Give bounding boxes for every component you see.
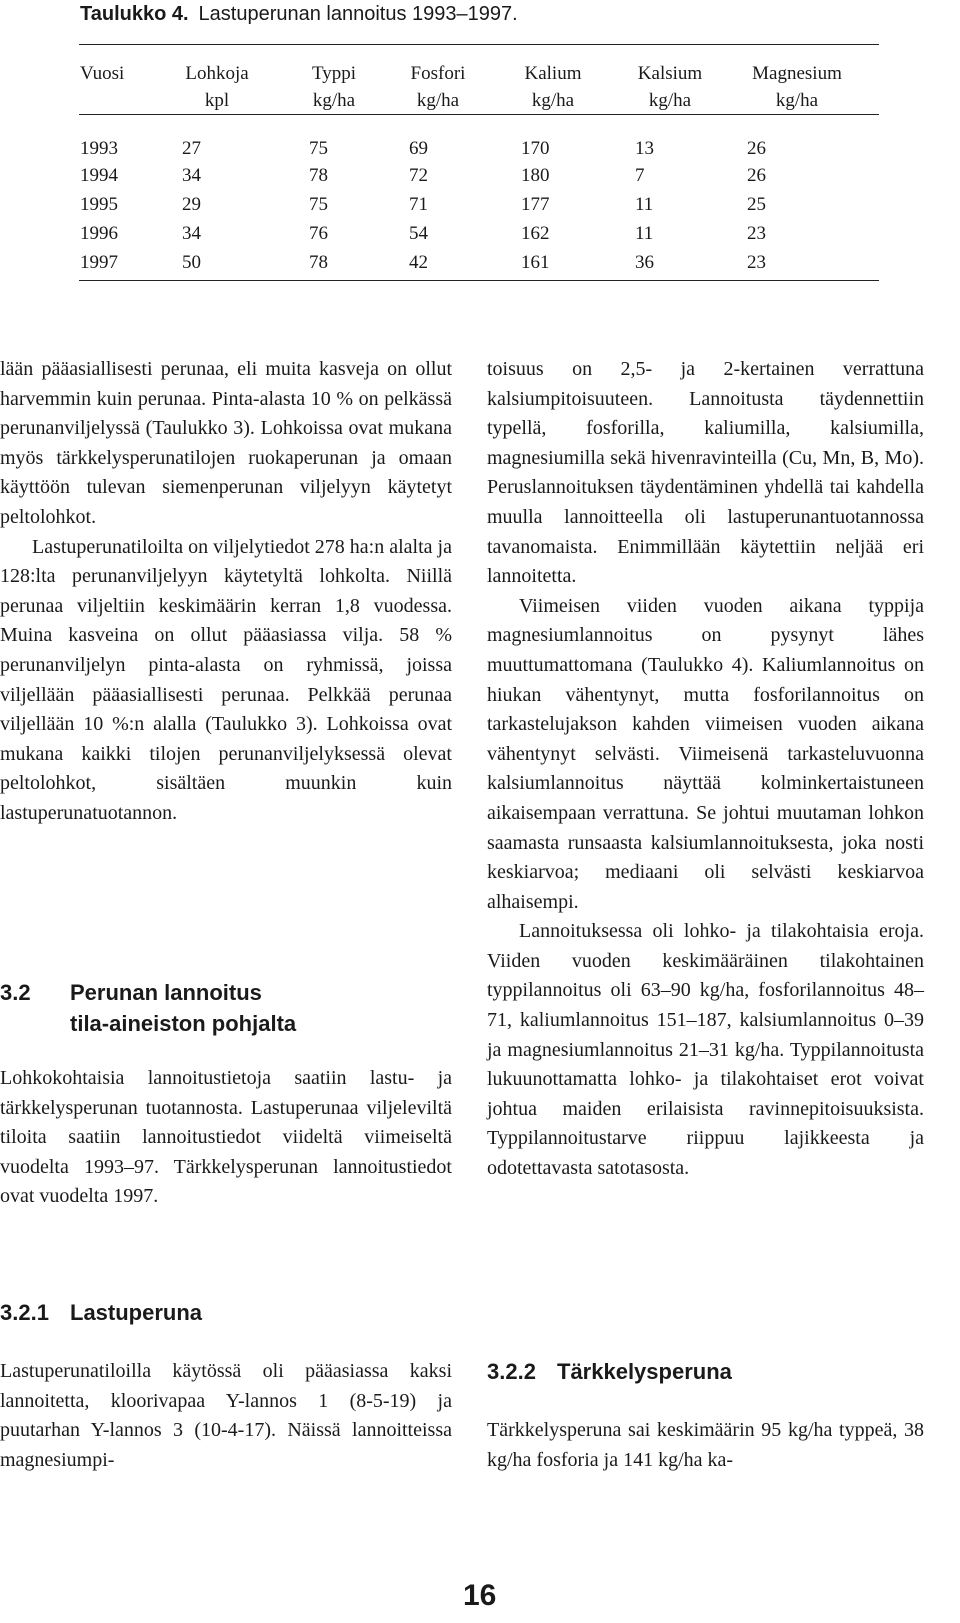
table-cell: 50 <box>182 252 201 273</box>
table-cell: 180 <box>521 165 550 186</box>
table-cell: 34 <box>182 165 201 186</box>
body-paragraph: Lastuperunatiloilta on viljelytiedot 278 ha:n alalta ja 128:lta perunanviljelyyn käytetyltä lohkolta. Niillä perunaa viljeltiin keskimäärin kerran 1,8 vuodessa. Muina kasveina on ollut pääasiassa vilja. 58 % perunanviljelyn pinta-alasta on ryhmissä, joissa viljellään pääasiallisesti perunaa. Pelkkää perunaa viljellään 10 %:n alalla (Taulukko 3). Lohkoissa ovat mukana kaikki tilojen perunanviljelyksessä olevat peltolohkot, sisältäen muunkin kuin lastuperunatuotannon. <box>0 535 452 824</box>
section-heading-3-2-1 <box>0 1297 202 1328</box>
section-title: Lastuperuna <box>70 1300 203 1325</box>
table-cell: 23 <box>747 252 766 273</box>
left-column-section-3-2-1 <box>0 1357 452 1475</box>
table-header-vuosi: Vuosi <box>80 63 125 84</box>
table-cell: 26 <box>747 165 766 186</box>
fertilization-table <box>0 0 960 290</box>
table-cell: 11 <box>635 194 654 215</box>
section-heading-3-2 <box>0 977 296 1039</box>
section-number: 3.2 <box>0 980 31 1005</box>
table-header-typpi: Typpi <box>311 63 357 84</box>
table-header-lohkoja: Lohkoja <box>185 63 249 84</box>
table-cell: 69 <box>409 138 428 159</box>
table-cell: 1993 <box>80 138 118 159</box>
table-cell: 71 <box>409 194 428 215</box>
table-cell: 1997 <box>80 252 118 273</box>
section-title: Tärkkelysperuna <box>557 1359 732 1384</box>
table-header-unit: kg/ha <box>775 90 819 111</box>
body-paragraph: toisuus on 2,5- ja 2-kertainen verrattuna kalsiumpitoisuuteen. Lannoitusta täydennettiin typellä, fosforilla, kaliumilla, kalsiumilla, magnesiumilla sekä hivenravinteilla (Cu, Mn, B, Mo). Peruslannoituksen täydentäminen yhdellä tai kahdella muulla lannoitteella oli lastuperunantuotannossa tavanomaista. Enimmillään käytettiin neljää eri lannoitetta. <box>487 358 924 588</box>
table-cell: 42 <box>409 252 428 273</box>
section-title-line2: tila-aineiston pohjalta <box>70 1011 297 1036</box>
body-paragraph: Lohkokohtaisia lannoitustietoja saatiin lastu- ja tärkkelysperunan tuotannosta. Lastuperunaa viljeleviltä tiloita saatiin lannoitustiedot viideltä viimeiseltä vuodelta 1993–97. Tärkkelysperunan lannoitustiedot ovat vuodelta 1997. <box>0 1067 452 1208</box>
table-header-kalium: Kalium <box>524 63 582 84</box>
table-cell: 29 <box>182 194 201 215</box>
table-cell: 1996 <box>80 223 118 244</box>
table-cell: 26 <box>747 138 766 159</box>
section-number: 3.2.2 <box>487 1359 536 1384</box>
table-cell: 25 <box>747 194 766 215</box>
table-cell: 75 <box>309 138 328 159</box>
table-cell: 27 <box>182 138 201 159</box>
table-header-unit: kg/ha <box>416 90 460 111</box>
section-title: Perunan lannoitus <box>70 980 262 1005</box>
table-cell: 72 <box>409 165 428 186</box>
table-cell: 78 <box>309 165 328 186</box>
right-column-section-3-2-2 <box>487 1416 924 1475</box>
table-cell: 36 <box>635 252 654 273</box>
table-cell: 161 <box>521 252 550 273</box>
section-heading-3-2-2 <box>487 1356 732 1387</box>
table-header-kalsium: Kalsium <box>637 63 703 84</box>
table-cell: 34 <box>182 223 201 244</box>
table-cell: 78 <box>309 252 328 273</box>
table-cell: 1994 <box>80 165 118 186</box>
table-cell: 7 <box>635 165 645 186</box>
table-caption-label: Taulukko 4. <box>80 3 189 25</box>
body-paragraph: Lannoituksessa oli lohko- ja tilakohtaisia eroja. Viiden vuoden keskimääräinen tilakohtainen typpilannoitus oli 63–90 kg/ha, fosforilannoitus 48–71, kaliumlannoitus 151–187, kalsiumlannoitus 0–39 ja magnesiumlannoitus 21–31 kg/ha. Typpilannoitusta lukuunottamatta lohko- ja tilakohtaiset erot voivat johtua maiden erilaisista ravinnepitoisuuksista. Typpilannoitustarve riippuu lajikkeesta ja odotettavasta satotasosta. <box>487 920 924 1180</box>
table-header-unit: kg/ha <box>312 90 356 111</box>
table-header-magnesium: Magnesium <box>752 63 842 84</box>
table-cell: 13 <box>635 138 654 159</box>
table-cell: 54 <box>409 223 428 244</box>
body-paragraph: Tärkkelysperuna sai keskimäärin 95 kg/ha typpeä, 38 kg/ha fosforia ja 141 kg/ha ka- <box>487 1419 924 1471</box>
table-cell: 170 <box>521 138 550 159</box>
body-paragraph: lään pääasiallisesti perunaa, eli muita kasveja on ollut harvemmin kuin perunaa. Pinta-alasta 10 % on pelkässä perunanviljelyssä (Taulukko 3). Lohkoissa ovat mukana myös tärkkelysperunatilojen ruokaperunan ja omaan käyttöön tulevan siemenperunan viljelyyn käytetyt peltolohkot. <box>0 358 452 528</box>
table-header-unit: kpl <box>204 90 230 111</box>
left-column <box>0 355 452 829</box>
page-number: 16 <box>463 1579 497 1612</box>
table-header-fosfori: Fosfori <box>410 63 466 84</box>
table-cell: 76 <box>309 223 328 244</box>
table-cell: 11 <box>635 223 654 244</box>
table-cell: 23 <box>747 223 766 244</box>
table-caption-text: Lastuperunan lannoitus 1993–1997. <box>198 3 518 25</box>
left-column-section-3-2 <box>0 1064 452 1212</box>
table-cell: 177 <box>521 194 550 215</box>
table-header-unit: kg/ha <box>531 90 575 111</box>
section-number: 3.2.1 <box>0 1300 49 1325</box>
right-column <box>487 355 924 1184</box>
table-cell: 162 <box>521 223 550 244</box>
table-header-unit: kg/ha <box>648 90 692 111</box>
body-paragraph: Lastuperunatiloilla käytössä oli pääasiassa kaksi lannoitetta, kloorivapaa Y-lannos 1 (8-5-19) ja puutarhan Y-lannos 3 (10-4-17). Näissä lannoitteissa magnesiumpi- <box>0 1360 452 1471</box>
body-paragraph: Viimeisen viiden vuoden aikana typpija magnesiumlannoitus on pysynyt lähes muuttumattomana (Taulukko 4). Kaliumlannoitus on hiukan vähentynyt, mutta fosforilannoitus on tarkastelujakson kahden viimeisen vuoden aikana vähentynyt selvästi. Viimeisenä tarkasteluvuonna kalsiumlannoitus näyttää kolminkertaistuneen aikaisempaan verrattuna. Se johtui muutaman lohkon saamasta runsaasta kalsiumlannoituksesta, joka nosti keskiarvoa; mediaani oli selvästi keskiarvoa alhaisempi. <box>487 594 924 913</box>
table-cell: 1995 <box>80 194 118 215</box>
table-cell: 75 <box>309 194 328 215</box>
